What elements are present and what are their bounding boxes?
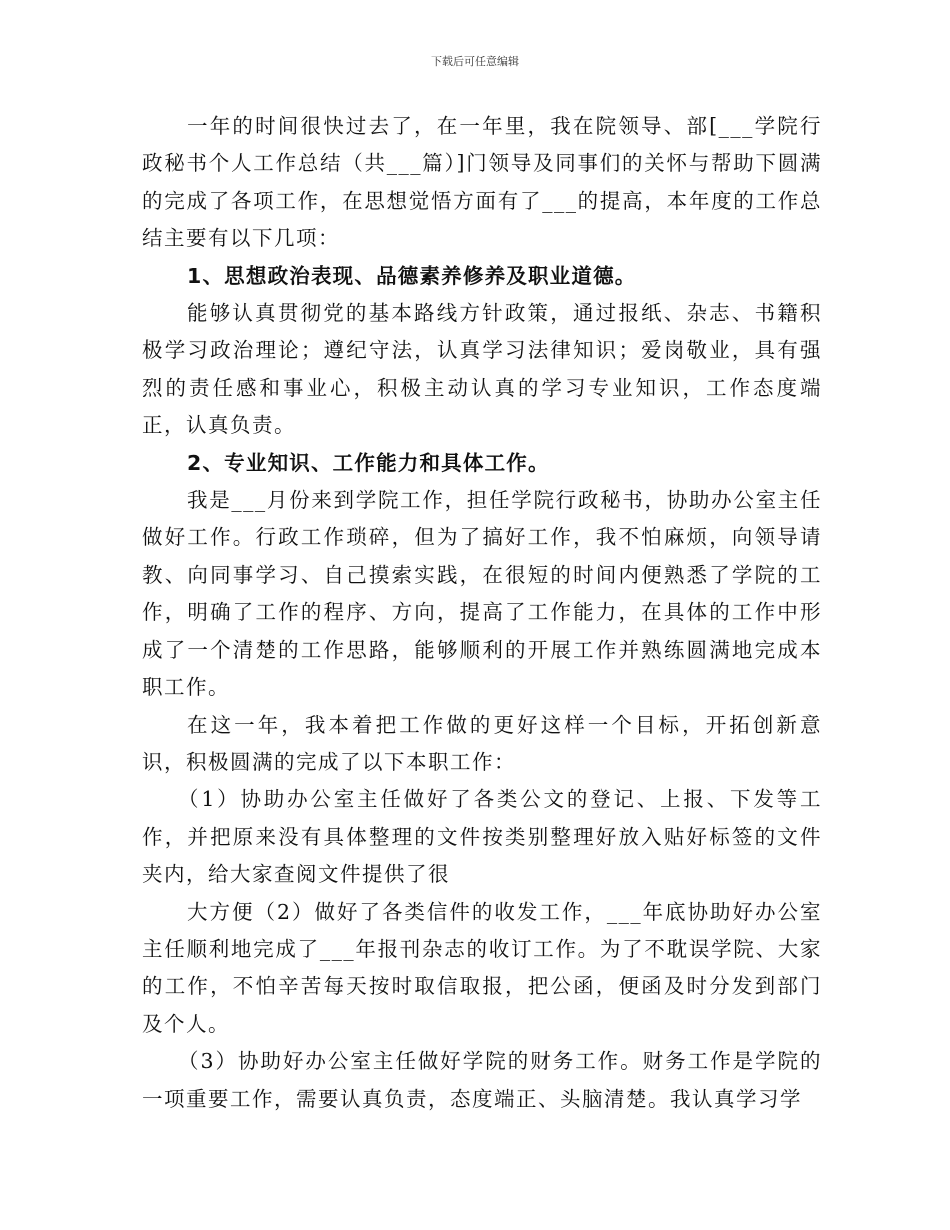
paragraph-section-2: 我是___月份来到学院工作，担任学院行政秘书，协助办公室主任做好工作。行政工作琐碎，但为了搞好工作，我不怕麻烦，向领导请教、向同事学习、自己摸索实践，在很短的时间内便熟悉了学院的工作，明确了工作的程序、方向，提高了工作能力，在具体的工作中形成了一个清楚的工作思路，能够顺利的开展工作并熟练圆满地完成本职工作。	[142, 488, 822, 700]
list-item-2: 大方便（2）做好了各类信件的收发工作，___年底协助好办公室主任顺利地完成了___年报刊杂志的收订工作。为了不耽误学院、大家的工作，不怕辛苦每天按时取信取报，把公函，便函及时分发到部门及个人。	[142, 899, 822, 1036]
paragraph-goals: 在这一年，我本着把工作做的更好这样一个目标，开拓创新意识，积极圆满的完成了以下本职工作：	[142, 712, 822, 774]
list-item-1: （1）协助办公室主任做好了各类公文的登记、上报、下发等工作，并把原来没有具体整理的文件按类别整理好放入贴好标签的文件夹内，给大家查阅文件提供了很	[142, 787, 822, 887]
paragraph-section-1: 能够认真贯彻党的基本路线方针政策，通过报纸、杂志、书籍积极学习政治理论；遵纪守法，认真学习法律知识；爱岗敬业，具有强烈的责任感和事业心，积极主动认真的学习专业知识，工作态度端正，认真负责。	[142, 301, 822, 438]
page-header: 下载后可任意编辑	[431, 55, 519, 68]
document-body	[142, 108, 822, 1118]
section-heading-1: 1、思想政治表现、品德素养修养及职业道德。	[187, 263, 637, 288]
paragraph-intro: 一年的时间很快过去了，在一年里，我在院领导、部[___学院行政秘书个人工作总结（共___篇）]门领导及同事们的关怀与帮助下圆满的完成了各项工作，在思想觉悟方面有了___的提高，本年度的工作总结主要有以下几项：	[142, 114, 822, 251]
list-item-3: （3）协助好办公室主任做好学院的财务工作。财务工作是学院的一项重要工作，需要认真负责，态度端正、头脑清楚。我认真学习学	[142, 1049, 822, 1111]
section-heading-2: 2、专业知识、工作能力和具体工作。	[187, 450, 550, 475]
